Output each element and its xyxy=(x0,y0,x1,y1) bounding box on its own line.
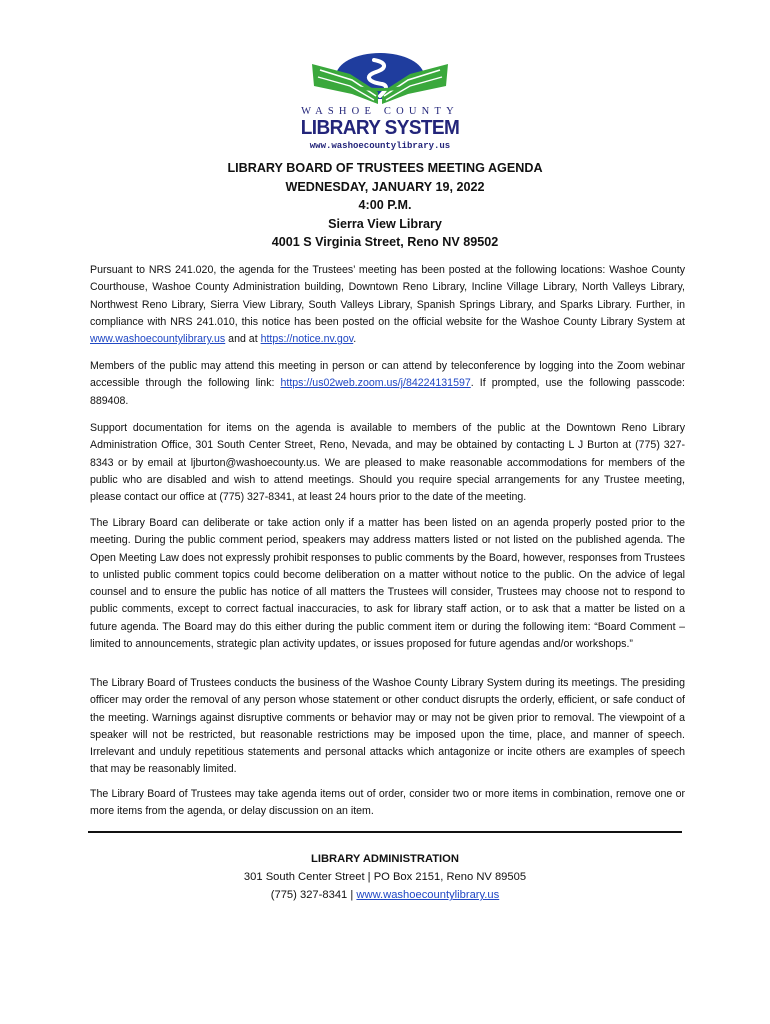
posting-notice-paragraph: Pursuant to NRS 241.020, the agenda for the Trustees’ meeting has been posted at the following locations: Washoe County Courthouse, Washoe County Administration building, Downtown Reno Library, Incline Village Library, North Valleys Library, Northwest Reno Library, Sierra View Library, South Valleys Library, Spanish Springs Library, and Sparks Library. Further, in compliance with NRS 241.010, this notice has been posted on the official website for the Washoe County Library System at www.washoecountylibrary.us and at https://notice.nv.gov. xyxy=(90,264,685,346)
heading-title: LIBRARY BOARD OF TRUSTEES MEETING AGENDA xyxy=(227,161,543,175)
footer-contact xyxy=(0,886,770,904)
heading-time: 4:00 P.M. xyxy=(358,198,412,213)
heading-location: Sierra View Library xyxy=(328,216,442,231)
book-river-icon xyxy=(290,52,470,106)
heading-address: 4001 S Virginia Street, Reno NV 89502 xyxy=(271,235,499,250)
logo-system-text: LIBRARY SYSTEM xyxy=(300,117,460,140)
footer-phone: (775) 327-8341 | xyxy=(270,889,357,901)
footer-website-link[interactable]: www.washoecountylibrary.us xyxy=(356,889,500,901)
footer-address: 301 South Center Street | PO Box 2151, Reno NV 89505 xyxy=(243,871,527,883)
library-logo xyxy=(290,52,470,152)
notice-nv-link[interactable]: https://notice.nv.gov xyxy=(260,333,354,346)
deliberation-paragraph: The Library Board can deliberate or take action only if a matter has been listed on an agenda properly posted prior to the meeting. During the public comment period, speakers may address matters listed or not listed on the published agenda. The Open Meeting Law does not expressly prohibit responses to public comments by the Board, however, responses from Trustees to unlisted public comment topics could become deliberation on a matter without notice to the public. On the advice of legal counsel and to ensure the public has notice of all matters the Trustees will consider, Trustees may choose not to respond to public comments, except to correct factual inaccuracies, to ask for library staff action, or to ask that a matter be listed on a future agenda. The Board may do this either during the public comment item or during the following item: “Board Comment – limited to announcements, strategic plan activity updates, or issues proposed for future agendas and/or workshops.” xyxy=(90,517,685,651)
footer-block xyxy=(0,850,770,904)
zoom-webinar-link[interactable]: https://us02web.zoom.us/j/84224131597 xyxy=(280,377,471,390)
zoom-attendance-paragraph: Members of the public may attend this meeting in person or can attend by teleconference by logging into the Zoom webinar accessible through the following link: https://us02web.zoom.us/j/84224131597. If prompted, use the following passcode: 889408. xyxy=(90,360,685,407)
logo-county-text: WASHOE COUNTY xyxy=(301,106,459,117)
conduct-paragraph: The Library Board of Trustees conducts the business of the Washoe County Library System during its meetings. The presiding officer may order the removal of any person whose statement or other conduct disrupts the orderly, efficient, or safe conduct of the meeting. Warnings against disruptive comments or behavior may or may not be given prior to removal. The viewpoint of a speaker will not be restricted, but reasonable restrictions may be imposed upon the time, place, and manner of speech. Irrelevant and unduly repetitious statements and personal attacks which antagonize or incite others are examples of speech that may be reasonably limited. xyxy=(90,677,685,776)
footer-title: LIBRARY ADMINISTRATION xyxy=(311,853,459,865)
heading-date: WEDNESDAY, JANUARY 19, 2022 xyxy=(285,179,485,194)
agenda-heading xyxy=(0,159,770,252)
support-documentation-paragraph: Support documentation for items on the agenda is available to members of the public at the Downtown Reno Library Administration Office, 301 South Center Street, Reno, Nevada, and may be obtained by contacting L J Burton at (775) 327-8343 or by email at ljburton@washoecounty.us. We are pleased to make reasonable accommodations for members of the public who are disabled and wish to attend meetings. Should you require special arrangements for any Trustee meeting, please contact our office at (775) 327-8341, at least 24 hours prior to the date of the meeting. xyxy=(90,422,685,504)
agenda-order-paragraph: The Library Board of Trustees may take agenda items out of order, consider two or more items in combination, remove one or more items from the agenda, or delay discussion on an item. xyxy=(90,788,685,818)
footer-divider xyxy=(88,831,682,833)
logo-url-text: www.washoecountylibrary.us xyxy=(309,141,451,151)
library-website-link[interactable]: www.washoecountylibrary.us xyxy=(90,333,226,346)
